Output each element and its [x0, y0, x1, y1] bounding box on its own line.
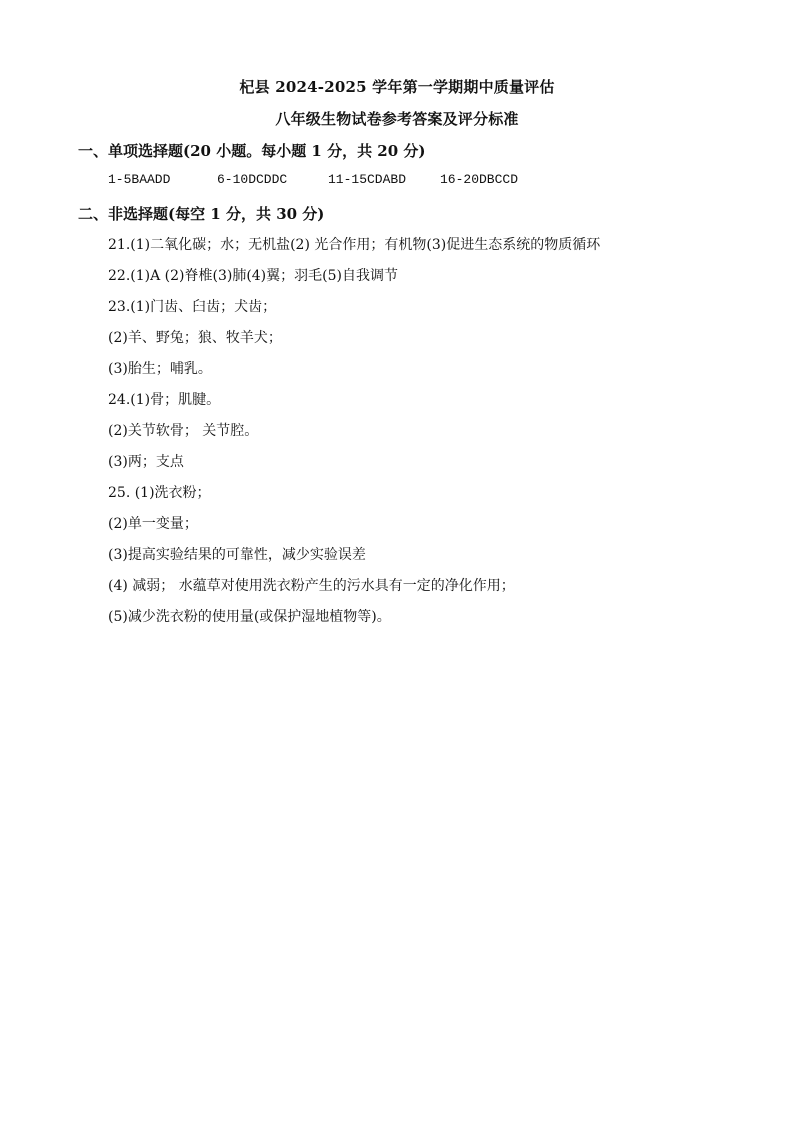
answer-line-25-3: (3)提高实验结果的可靠性，减少实验误差: [108, 547, 366, 563]
section-heading-non-choice: 二、非选择题(每空 1 分，共 30 分): [78, 205, 325, 223]
answer-group-1-5: 1-5BAADD: [108, 172, 171, 187]
section-heading-multiple-choice: 一、单项选择题(20 小题。每小题 1 分，共 20 分): [78, 142, 426, 160]
document-subtitle: 八年级生物试卷参考答案及评分标准: [275, 110, 519, 128]
answer-line-23-2: (2)羊、野兔；狼、牧羊犬；: [108, 330, 282, 346]
answer-line-24-1: 24.(1)骨；肌腱。: [108, 392, 221, 408]
answer-group-16-20: 16-20DBCCD: [440, 172, 519, 187]
answer-group-6-10: 6-10DCDDC: [217, 172, 288, 187]
answer-line-24-2: (2)关节软骨； 关节腔。: [108, 423, 259, 439]
answer-line-25-4: (4) 减弱； 水蕴草对使用洗衣粉产生的污水具有一定的净化作用；: [108, 578, 515, 594]
answer-line-23-1: 23.(1)门齿、臼齿；犬齿；: [108, 299, 277, 315]
answer-line-24-3: (3)两；支点: [108, 454, 184, 470]
answer-line-25-2: (2)单一变量；: [108, 516, 198, 532]
answer-line-22: 22.(1)A (2)脊椎(3)肺(4)翼；羽毛(5)自我调节: [108, 268, 398, 284]
document-title: 杞县 2024-2025 学年第一学期期中质量评估: [239, 78, 555, 96]
answer-line-21: 21.(1)二氧化碳；水；无机盐(2) 光合作用；有机物(3)促进生态系统的物质循环: [108, 237, 601, 253]
answer-line-25-1: 25. (1)洗衣粉；: [108, 485, 211, 501]
answer-line-25-5: (5)减少洗衣粉的使用量(或保护湿地植物等)。: [108, 609, 391, 625]
answer-group-11-15: 11-15CDABD: [328, 172, 407, 187]
answer-line-23-3: (3)胎生；哺乳。: [108, 361, 212, 377]
